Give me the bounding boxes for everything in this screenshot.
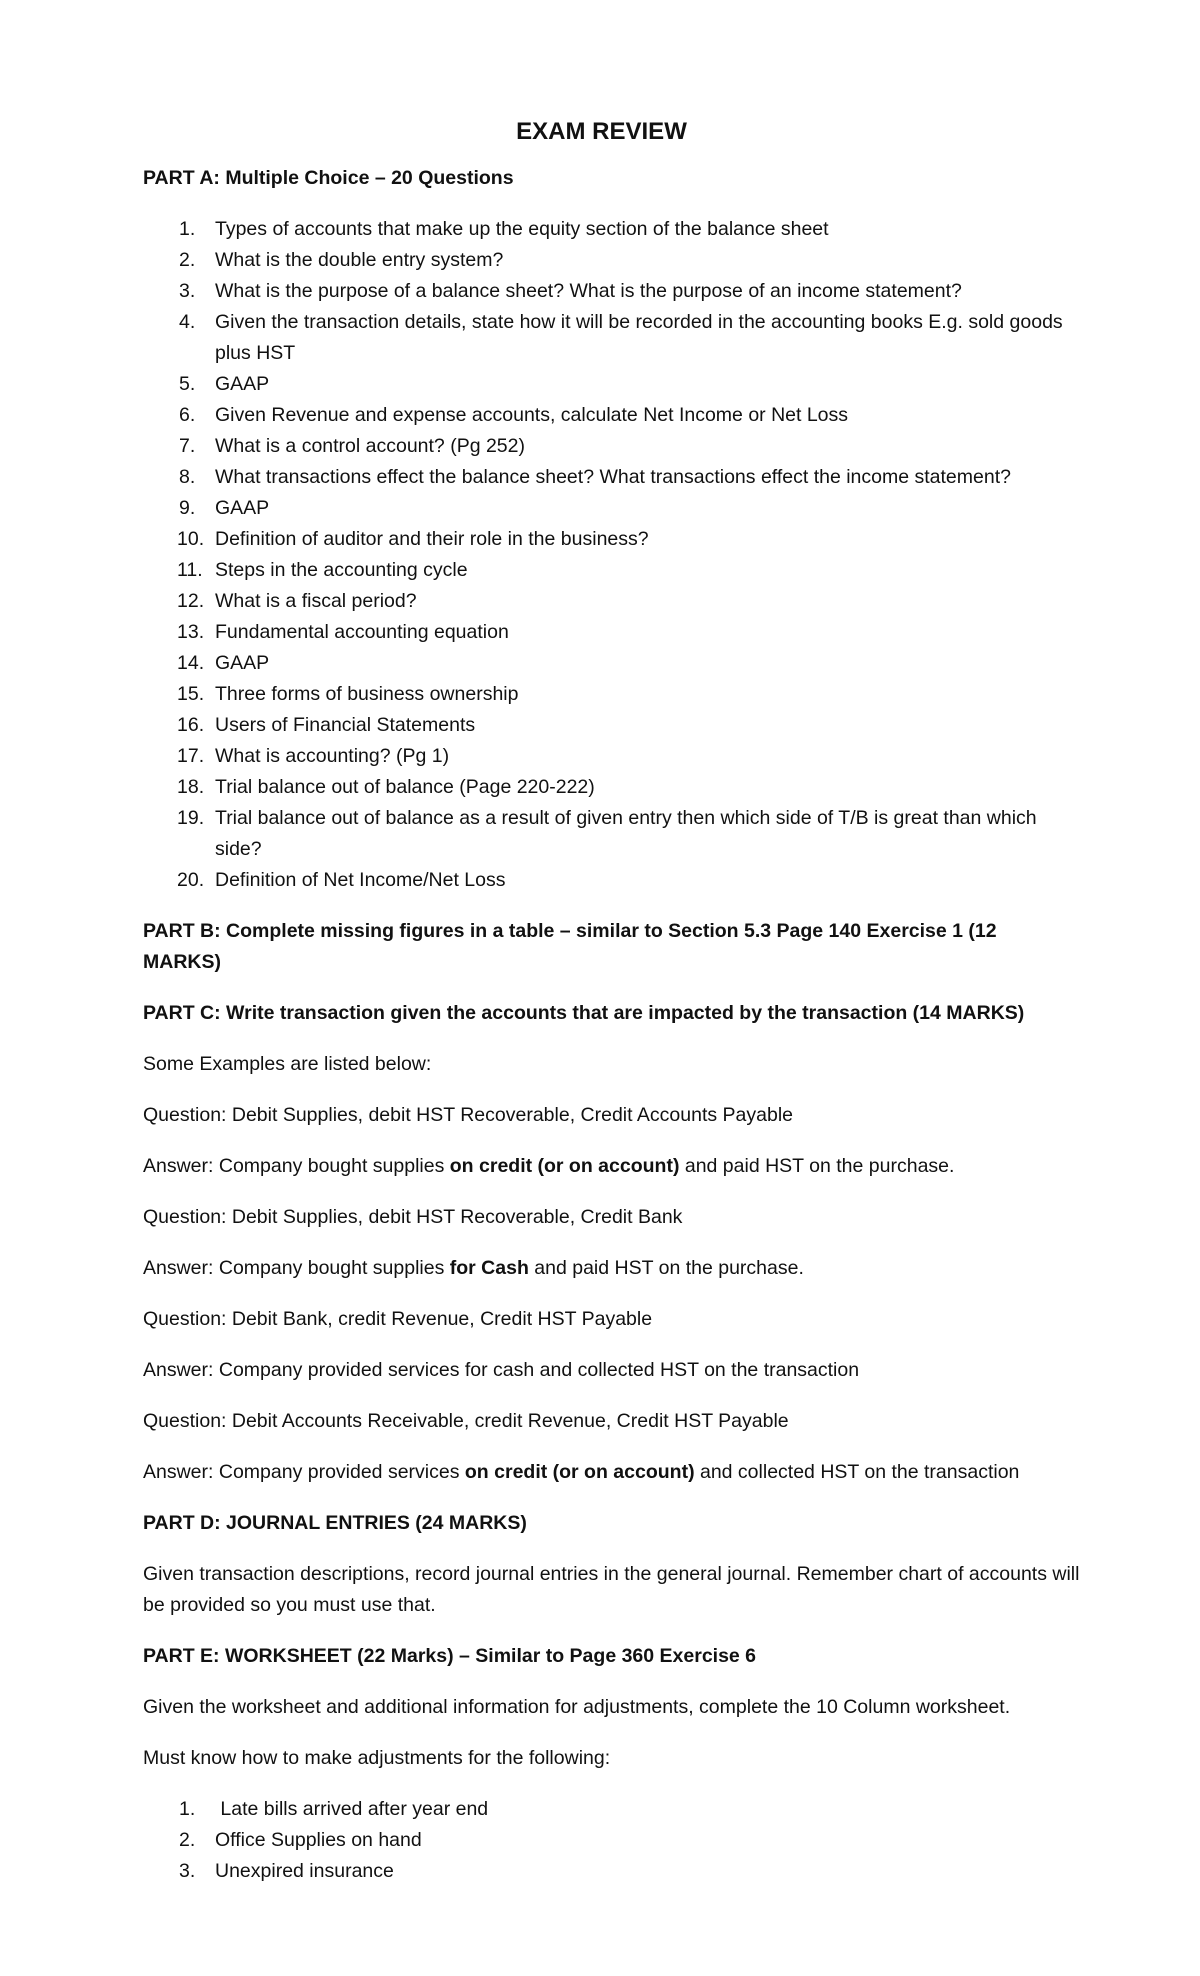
list-number: 6. — [179, 404, 196, 426]
answer-text: Answer: Company provided services — [143, 1461, 465, 1483]
answer-emphasis: on credit (or on account) — [464, 1461, 695, 1483]
part-b-heading: PART B: Complete missing figures in a table – similar to Section 5.3 Page 140 Exercise 1 (12 MARKS) — [143, 920, 997, 973]
answer-text: and paid HST on the purchase. — [679, 1155, 955, 1177]
list-number: 10. — [177, 528, 205, 550]
list-item — [143, 648, 1080, 679]
list-text: Given Revenue and expense accounts, calculate Net Income or Net Loss — [215, 404, 849, 426]
part-e-text: Given the worksheet and additional information for adjustments, complete the 10 Column worksheet. — [143, 1696, 1011, 1718]
list-item — [143, 803, 1080, 865]
list-item — [143, 276, 1080, 307]
list-item — [143, 1856, 1080, 1887]
list-item — [143, 617, 1080, 648]
list-number: 8. — [179, 466, 196, 488]
list-number: 19. — [177, 807, 205, 829]
list-text: GAAP — [215, 373, 270, 395]
list-text: GAAP — [215, 652, 270, 674]
answer-emphasis: on credit (or on account) — [449, 1155, 680, 1177]
list-number: 4. — [179, 311, 196, 333]
list-item — [143, 431, 1080, 462]
list-text: What is the double entry system? — [215, 249, 504, 271]
list-number: 13. — [177, 621, 205, 643]
list-text: What is a control account? (Pg 252) — [215, 435, 525, 457]
list-item — [143, 462, 1080, 493]
list-item — [143, 493, 1080, 524]
list-number: 1. — [179, 218, 196, 240]
list-number: 16. — [177, 714, 205, 736]
list-text: What transactions effect the balance sheet? What transactions effect the income statement? — [215, 466, 1011, 488]
list-item — [143, 524, 1080, 555]
example-answer-3: Answer: Company provided services for cash and collected HST on the transaction — [143, 1359, 860, 1381]
answer-text: and paid HST on the purchase. — [528, 1257, 804, 1279]
list-item — [143, 307, 1080, 369]
list-text: What is the purpose of a balance sheet? What is the purpose of an income statement? — [215, 280, 962, 302]
list-number: 12. — [177, 590, 205, 612]
list-item — [143, 1794, 1080, 1825]
list-text: Definition of auditor and their role in the business? — [215, 528, 649, 550]
list-text: Steps in the accounting cycle — [215, 559, 468, 581]
list-text: What is a fiscal period? — [215, 590, 417, 612]
list-number: 2. — [179, 1829, 196, 1851]
list-item — [143, 679, 1080, 710]
list-text: Definition of Net Income/Net Loss — [215, 869, 506, 891]
list-text: Unexpired insurance — [215, 1860, 394, 1882]
example-answer-2 — [143, 1253, 1080, 1284]
example-question-2: Question: Debit Supplies, debit HST Recoverable, Credit Bank — [143, 1206, 683, 1228]
list-text: GAAP — [215, 497, 270, 519]
example-answer-4 — [143, 1457, 1080, 1488]
part-e-heading: PART E: WORKSHEET (22 Marks) – Similar to Page 360 Exercise 6 — [143, 1645, 757, 1667]
list-text: Trial balance out of balance as a result of given entry then which side of T/B is great than which side? — [215, 807, 1037, 860]
list-item — [143, 214, 1080, 245]
example-question-1: Question: Debit Supplies, debit HST Recoverable, Credit Accounts Payable — [143, 1104, 793, 1126]
list-number: 1. — [179, 1798, 196, 1820]
answer-emphasis: for Cash — [449, 1257, 529, 1279]
list-number: 2. — [179, 249, 196, 271]
list-item — [143, 586, 1080, 617]
list-number: 15. — [177, 683, 205, 705]
part-c-intro: Some Examples are listed below: — [143, 1053, 432, 1075]
part-a-heading: PART A: Multiple Choice – 20 Questions — [143, 167, 514, 189]
answer-text: Answer: Company bought supplies — [143, 1257, 450, 1279]
example-question-4: Question: Debit Accounts Receivable, credit Revenue, Credit HST Payable — [143, 1410, 789, 1432]
list-number: 3. — [179, 1860, 196, 1882]
list-number: 7. — [179, 435, 196, 457]
example-question-3: Question: Debit Bank, credit Revenue, Credit HST Payable — [143, 1308, 653, 1330]
list-number: 11. — [177, 559, 203, 581]
page-title: EXAM REVIEW — [516, 118, 687, 145]
list-text: Fundamental accounting equation — [215, 621, 509, 643]
list-number: 20. — [177, 869, 205, 891]
list-item — [143, 741, 1080, 772]
list-number: 14. — [177, 652, 205, 674]
answer-text: and collected HST on the transaction — [694, 1461, 1020, 1483]
list-item — [143, 400, 1080, 431]
list-text: Office Supplies on hand — [215, 1829, 422, 1851]
part-d-text: Given transaction descriptions, record journal entries in the general journal. Remember chart of accounts will be provided so you must use that. — [143, 1563, 1080, 1616]
list-text: Users of Financial Statements — [215, 714, 476, 736]
list-item — [143, 555, 1080, 586]
list-item — [143, 710, 1080, 741]
list-text: What is accounting? (Pg 1) — [215, 745, 450, 767]
part-d-heading: PART D: JOURNAL ENTRIES (24 MARKS) — [143, 1512, 527, 1534]
list-item — [143, 865, 1080, 896]
list-number: 17. — [177, 745, 205, 767]
list-number: 9. — [179, 497, 196, 519]
example-answer-1 — [143, 1151, 1080, 1182]
list-item — [143, 772, 1080, 803]
list-item — [143, 369, 1080, 400]
answer-text: Answer: Company bought supplies — [143, 1155, 450, 1177]
list-text: Types of accounts that make up the equity section of the balance sheet — [215, 218, 829, 240]
part-a-question-list — [143, 214, 1080, 896]
part-c-heading: PART C: Write transaction given the accounts that are impacted by the transaction (14 MARKS) — [143, 1002, 1025, 1024]
list-text: Given the transaction details, state how it will be recorded in the accounting books E.g. sold goods plus HST — [215, 311, 1063, 364]
list-text: Trial balance out of balance (Page 220-222) — [215, 776, 595, 798]
list-text: Three forms of business ownership — [215, 683, 519, 705]
part-e-adjustment-list — [143, 1794, 1080, 1887]
list-item — [143, 1825, 1080, 1856]
list-number: 18. — [177, 776, 205, 798]
part-e-intro: Must know how to make adjustments for the following: — [143, 1747, 611, 1769]
list-item — [143, 245, 1080, 276]
list-number: 5. — [179, 373, 196, 395]
list-text: Late bills arrived after year end — [215, 1798, 489, 1820]
list-number: 3. — [179, 280, 196, 302]
